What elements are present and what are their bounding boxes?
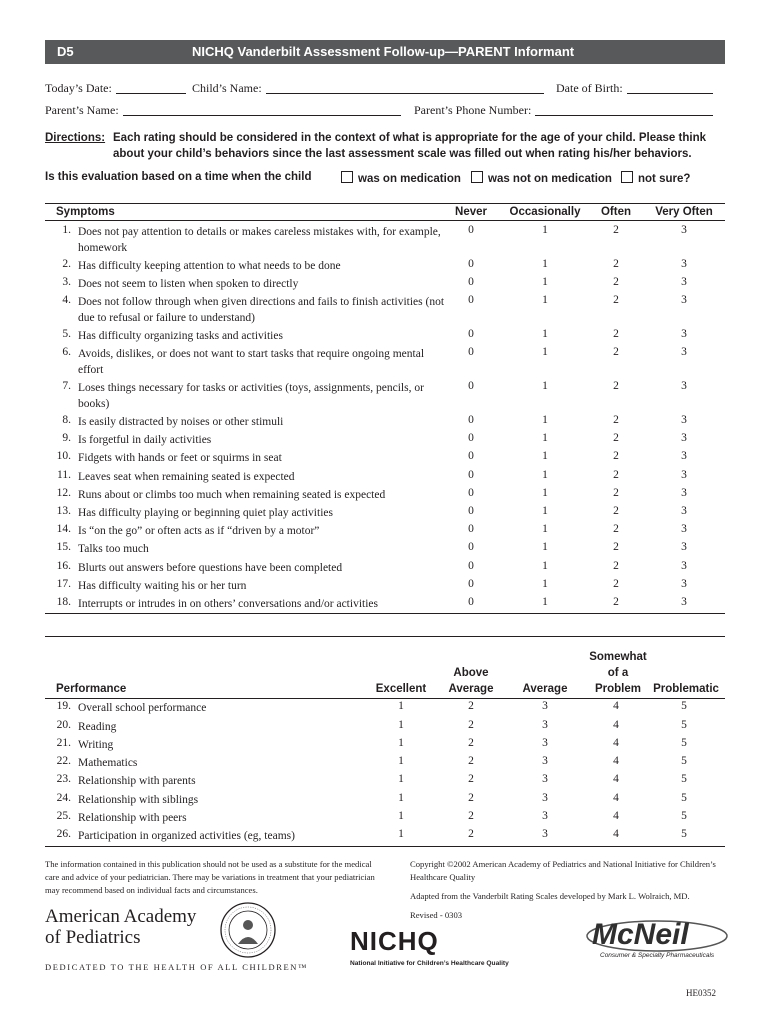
row-number: 23. xyxy=(56,773,71,785)
performance-text: Overall school performance xyxy=(78,702,207,714)
rating-option[interactable]: 2 xyxy=(613,258,619,270)
rating-option[interactable]: 2 xyxy=(468,792,474,804)
aap-seal-icon xyxy=(218,900,278,960)
col-above-average: Above Average xyxy=(448,667,494,695)
rating-option[interactable]: 4 xyxy=(613,810,619,822)
performance-bottom-rule xyxy=(45,846,725,847)
rating-option[interactable]: 2 xyxy=(468,700,474,712)
rating-option[interactable]: 3 xyxy=(681,346,687,358)
mcneil-subtitle: Consumer & Specialty Pharmaceuticals xyxy=(600,952,715,959)
revised-text: Revised - 0303 xyxy=(410,910,463,920)
option-on-medication-label: was on medication xyxy=(358,173,461,185)
row-number: 1. xyxy=(62,224,71,236)
rating-option[interactable]: 3 xyxy=(681,432,687,444)
row-number: 2. xyxy=(62,258,71,270)
row-number: 7. xyxy=(62,380,71,392)
medication-question xyxy=(45,171,745,189)
rating-option[interactable]: 1 xyxy=(542,328,548,340)
rating-option[interactable]: 0 xyxy=(468,346,474,358)
row-number: 8. xyxy=(62,414,71,426)
rating-option[interactable]: 3 xyxy=(681,578,687,590)
row-number: 10. xyxy=(56,450,71,462)
row-number: 20. xyxy=(56,719,71,731)
date-of-birth-field[interactable] xyxy=(556,81,713,96)
rating-option[interactable]: 3 xyxy=(681,487,687,499)
rating-option[interactable]: 1 xyxy=(398,737,404,749)
todays-date-label: Today’s Date: xyxy=(45,81,112,95)
col-often: Often xyxy=(600,206,632,218)
form-code-label: D5 xyxy=(57,44,74,59)
rating-option[interactable]: 5 xyxy=(681,737,687,749)
symptom-text: Does not follow through when given directions and fails to finish activities (not due to refusal or failure to understand) xyxy=(78,296,445,324)
rating-option[interactable]: 3 xyxy=(542,700,548,712)
todays-date-line[interactable] xyxy=(116,93,186,94)
form-header-bar xyxy=(45,40,725,64)
rating-option[interactable]: 1 xyxy=(542,346,548,358)
row-number: 13. xyxy=(56,505,71,517)
performance-heading: Performance xyxy=(56,683,127,695)
todays-date-field[interactable] xyxy=(45,81,186,96)
rating-option[interactable]: 1 xyxy=(398,700,404,712)
rating-option[interactable]: 2 xyxy=(468,755,474,767)
row-number: 25. xyxy=(56,810,71,822)
parents-phone-label: Parent’s Phone Number: xyxy=(414,103,532,117)
rating-option[interactable]: 0 xyxy=(468,560,474,572)
rating-option[interactable]: 1 xyxy=(398,755,404,767)
row-number: 16. xyxy=(56,560,71,572)
aap-name-line1: American Academy xyxy=(45,906,197,927)
rating-option[interactable]: 0 xyxy=(468,487,474,499)
symptom-text: Does not pay attention to details or makes careless mistakes with, for example, homework xyxy=(78,226,441,254)
rating-option[interactable]: 1 xyxy=(542,380,548,392)
rating-option[interactable]: 3 xyxy=(681,224,687,236)
parents-name-line[interactable] xyxy=(123,115,401,116)
rating-option[interactable]: 5 xyxy=(681,810,687,822)
rating-option[interactable]: 3 xyxy=(542,773,548,785)
checkbox-on-medication[interactable] xyxy=(341,171,353,183)
rating-option[interactable]: 4 xyxy=(613,773,619,785)
rating-option[interactable]: 1 xyxy=(398,773,404,785)
symptom-text: Runs about or climbs too much when remaining seated is expected xyxy=(78,489,386,501)
rating-option[interactable]: 1 xyxy=(542,523,548,535)
row-number: 9. xyxy=(62,432,71,444)
rating-option[interactable]: 4 xyxy=(613,828,619,840)
col-problematic: Problematic xyxy=(653,683,719,695)
checkbox-not-on-medication[interactable] xyxy=(471,171,483,183)
option-not-sure-label: not sure? xyxy=(638,173,691,185)
rating-option[interactable]: 3 xyxy=(542,719,548,731)
rating-option[interactable]: 2 xyxy=(468,737,474,749)
row-number: 22. xyxy=(56,755,71,767)
rating-option[interactable]: 0 xyxy=(468,432,474,444)
rating-option[interactable]: 3 xyxy=(542,810,548,822)
rating-option[interactable]: 3 xyxy=(681,294,687,306)
rating-option[interactable]: 1 xyxy=(542,224,548,236)
symptom-text: Is “on the go” or often acts as if “driven by a motor” xyxy=(78,525,320,537)
rating-option[interactable]: 1 xyxy=(542,596,548,608)
row-number: 17. xyxy=(56,578,71,590)
rating-option[interactable]: 0 xyxy=(468,276,474,288)
rating-option[interactable]: 1 xyxy=(542,505,548,517)
symptom-text: Leaves seat when remaining seated is expected xyxy=(78,471,295,483)
symptom-text: Has difficulty keeping attention to what needs to be done xyxy=(78,260,341,272)
mcneil-logo: McNeil xyxy=(592,918,689,951)
rating-option[interactable]: 4 xyxy=(613,755,619,767)
symptom-text: Avoids, dislikes, or does not want to start tasks that require ongoing mental effort xyxy=(78,348,425,376)
rating-option[interactable]: 1 xyxy=(542,450,548,462)
rating-option[interactable]: 2 xyxy=(613,414,619,426)
rating-option[interactable]: 3 xyxy=(681,276,687,288)
rating-option[interactable]: 1 xyxy=(398,828,404,840)
option-not-sure[interactable] xyxy=(621,171,690,185)
rating-option[interactable]: 2 xyxy=(613,487,619,499)
aap-logo-text xyxy=(45,906,196,948)
symptom-text: Does not seem to listen when spoken to directly xyxy=(78,278,299,290)
symptom-text: Loses things necessary for tasks or activities (toys, assignments, pencils, or books) xyxy=(78,382,424,410)
col-never: Never xyxy=(455,206,487,218)
option-not-on-medication-label: was not on medication xyxy=(488,173,612,185)
symptoms-header-rule xyxy=(45,220,725,221)
parents-name-field[interactable] xyxy=(45,103,401,118)
childs-name-line[interactable] xyxy=(266,93,544,94)
rating-option[interactable]: 2 xyxy=(613,505,619,517)
rating-option[interactable]: 2 xyxy=(468,828,474,840)
col-average: Average xyxy=(522,683,568,695)
performance-text: Relationship with parents xyxy=(78,775,196,787)
rating-option[interactable]: 3 xyxy=(681,328,687,340)
rating-option[interactable]: 2 xyxy=(613,469,619,481)
rating-option[interactable]: 2 xyxy=(613,276,619,288)
row-number: 18. xyxy=(56,596,71,608)
rating-option[interactable]: 1 xyxy=(542,276,548,288)
aap-name-line2: of Pediatrics xyxy=(45,927,141,948)
form-title: NICHQ Vanderbilt Assessment Follow-up—PARENT Informant xyxy=(192,44,575,59)
rating-option[interactable]: 1 xyxy=(542,560,548,572)
symptoms-bottom-rule xyxy=(45,613,725,614)
rating-option[interactable]: 5 xyxy=(681,773,687,785)
performance-text: Participation in organized activities (eg, teams) xyxy=(78,830,295,842)
rating-option[interactable]: 0 xyxy=(468,505,474,517)
rating-option[interactable]: 3 xyxy=(542,737,548,749)
rating-option[interactable]: 2 xyxy=(613,346,619,358)
rating-option[interactable]: 0 xyxy=(468,258,474,270)
symptom-text: Is forgetful in daily activities xyxy=(78,434,212,446)
rating-option[interactable]: 1 xyxy=(542,578,548,590)
rating-option[interactable]: 1 xyxy=(542,414,548,426)
col-occasionally: Occasionally xyxy=(509,206,581,218)
row-number: 26. xyxy=(56,828,71,840)
rating-option[interactable]: 3 xyxy=(542,792,548,804)
disclaimer-text: The information contained in this publication should not be used as a substitute for the medical care and advice of your pediatrician. There may be variations in treatment that your pediatrician may recommend based on individual facts and circumstances. xyxy=(45,859,375,895)
row-number: 19. xyxy=(56,700,71,712)
row-number: 4. xyxy=(62,294,71,306)
performance-text: Relationship with siblings xyxy=(78,794,199,806)
rating-option[interactable]: 3 xyxy=(542,755,548,767)
rating-option[interactable]: 0 xyxy=(468,380,474,392)
rating-option[interactable]: 0 xyxy=(468,414,474,426)
nichq-full-name: National Initiative for Children’s Healthcare Quality xyxy=(350,960,509,967)
rating-option[interactable]: 2 xyxy=(613,380,619,392)
row-number: 21. xyxy=(56,737,71,749)
rating-option[interactable]: 1 xyxy=(398,792,404,804)
directions-text: Each rating should be considered in the context of what is appropriate for the age of your child. Please think about your child’s behaviors since the last assessment scale was filled out when rating his/her behaviors. xyxy=(113,132,706,160)
rating-option[interactable]: 3 xyxy=(681,469,687,481)
rating-option[interactable]: 4 xyxy=(613,700,619,712)
rating-option[interactable]: 5 xyxy=(681,719,687,731)
rating-option[interactable]: 2 xyxy=(613,523,619,535)
rating-option[interactable]: 0 xyxy=(468,328,474,340)
rating-option[interactable]: 2 xyxy=(468,810,474,822)
row-number: 24. xyxy=(56,792,71,804)
rating-option[interactable]: 1 xyxy=(542,487,548,499)
row-number: 12. xyxy=(56,487,71,499)
rating-option[interactable]: 5 xyxy=(681,792,687,804)
rating-option[interactable]: 0 xyxy=(468,294,474,306)
rating-option[interactable]: 3 xyxy=(681,505,687,517)
adapted-text: Adapted from the Vanderbilt Rating Scales developed by Mark L. Wolraich, MD. xyxy=(410,891,690,901)
rating-option[interactable]: 4 xyxy=(613,737,619,749)
row-number: 5. xyxy=(62,328,71,340)
rating-option[interactable]: 5 xyxy=(681,828,687,840)
rating-option[interactable]: 3 xyxy=(542,828,548,840)
symptom-text: Fidgets with hands or feet or squirms in seat xyxy=(78,452,282,464)
col-very-often: Very Often xyxy=(655,206,713,218)
col-somewhat-problem: Somewhat of a Problem xyxy=(589,651,647,695)
question-text: Is this evaluation based on a time when the child xyxy=(45,171,312,183)
nichq-logo: NICHQ xyxy=(350,926,439,956)
performance-text: Relationship with peers xyxy=(78,812,187,824)
rating-option[interactable]: 1 xyxy=(542,541,548,553)
symptom-text: Has difficulty waiting his or her turn xyxy=(78,580,247,592)
rating-option[interactable]: 5 xyxy=(681,755,687,767)
symptom-text: Is easily distracted by noises or other stimuli xyxy=(78,416,284,428)
rating-option[interactable]: 0 xyxy=(468,541,474,553)
parents-phone-line[interactable] xyxy=(535,115,713,116)
row-number: 15. xyxy=(56,541,71,553)
rating-option[interactable]: 2 xyxy=(613,328,619,340)
symptom-text: Blurts out answers before questions have been completed xyxy=(78,562,343,574)
performance-top-rule xyxy=(45,636,725,637)
option-on-medication[interactable] xyxy=(341,171,461,185)
directions-label: Directions: xyxy=(45,132,106,144)
performance-text: Reading xyxy=(78,721,117,733)
rating-option[interactable]: 3 xyxy=(681,380,687,392)
performance-text: Mathematics xyxy=(78,757,138,769)
rating-option[interactable]: 2 xyxy=(613,560,619,572)
rating-option[interactable]: 2 xyxy=(613,450,619,462)
date-of-birth-label: Date of Birth: xyxy=(556,81,623,95)
performance-header-rule xyxy=(45,698,725,699)
rating-option[interactable]: 3 xyxy=(681,258,687,270)
rating-option[interactable]: 2 xyxy=(613,294,619,306)
rating-option[interactable]: 1 xyxy=(398,719,404,731)
rating-option[interactable]: 5 xyxy=(681,700,687,712)
rating-option[interactable]: 2 xyxy=(613,578,619,590)
rating-option[interactable]: 1 xyxy=(542,432,548,444)
rating-option[interactable]: 0 xyxy=(468,523,474,535)
rating-option[interactable]: 4 xyxy=(613,719,619,731)
rating-option[interactable]: 3 xyxy=(681,596,687,608)
option-not-on-medication[interactable] xyxy=(471,171,612,185)
rating-option[interactable]: 0 xyxy=(468,224,474,236)
rating-option[interactable]: 2 xyxy=(613,432,619,444)
rating-option[interactable]: 0 xyxy=(468,469,474,481)
rating-option[interactable]: 3 xyxy=(681,523,687,535)
rating-option[interactable]: 0 xyxy=(468,596,474,608)
row-number: 3. xyxy=(62,276,71,288)
symptoms-heading: Symptoms xyxy=(56,206,115,218)
date-of-birth-line[interactable] xyxy=(627,93,713,94)
parents-phone-field[interactable] xyxy=(414,103,713,118)
rating-option[interactable]: 2 xyxy=(613,541,619,553)
symptom-text: Has difficulty playing or beginning quiet play activities xyxy=(78,507,333,519)
rating-option[interactable]: 3 xyxy=(681,541,687,553)
rating-option[interactable]: 1 xyxy=(542,294,548,306)
rating-option[interactable]: 3 xyxy=(681,450,687,462)
form-code: HE0352 xyxy=(686,988,716,998)
rating-option[interactable]: 3 xyxy=(681,414,687,426)
rating-option[interactable]: 0 xyxy=(468,450,474,462)
row-number: 11. xyxy=(57,469,71,481)
row-number: 6. xyxy=(62,346,71,358)
checkbox-not-sure[interactable] xyxy=(621,171,633,183)
col-excellent: Excellent xyxy=(375,683,427,695)
row-number: 14. xyxy=(56,523,71,535)
symptom-text: Has difficulty organizing tasks and activities xyxy=(78,330,283,342)
rating-option[interactable]: 2 xyxy=(468,773,474,785)
rating-option[interactable]: 0 xyxy=(468,578,474,590)
symptom-text: Talks too much xyxy=(78,543,149,555)
parents-name-label: Parent’s Name: xyxy=(45,103,119,117)
rating-option[interactable]: 2 xyxy=(468,719,474,731)
rating-option[interactable]: 1 xyxy=(542,469,548,481)
rating-option[interactable]: 1 xyxy=(542,258,548,270)
copyright-text: Copyright ©2002 American Academy of Pediatrics and National Initiative for Children’s Healthcare Quality xyxy=(410,859,716,882)
symptom-text: Interrupts or intrudes in on others’ conversations and/or activities xyxy=(78,598,378,610)
performance-text: Writing xyxy=(78,739,114,751)
aap-tagline: DEDICATED TO THE HEALTH OF ALL CHILDREN™ xyxy=(45,962,308,972)
childs-name-label: Child’s Name: xyxy=(192,81,262,95)
rating-option[interactable]: 1 xyxy=(398,810,404,822)
childs-name-field[interactable] xyxy=(192,81,544,96)
rating-option[interactable]: 3 xyxy=(681,560,687,572)
rating-option[interactable]: 2 xyxy=(613,596,619,608)
rating-option[interactable]: 4 xyxy=(613,792,619,804)
copyright-block xyxy=(410,858,730,922)
rating-option[interactable]: 2 xyxy=(613,224,619,236)
